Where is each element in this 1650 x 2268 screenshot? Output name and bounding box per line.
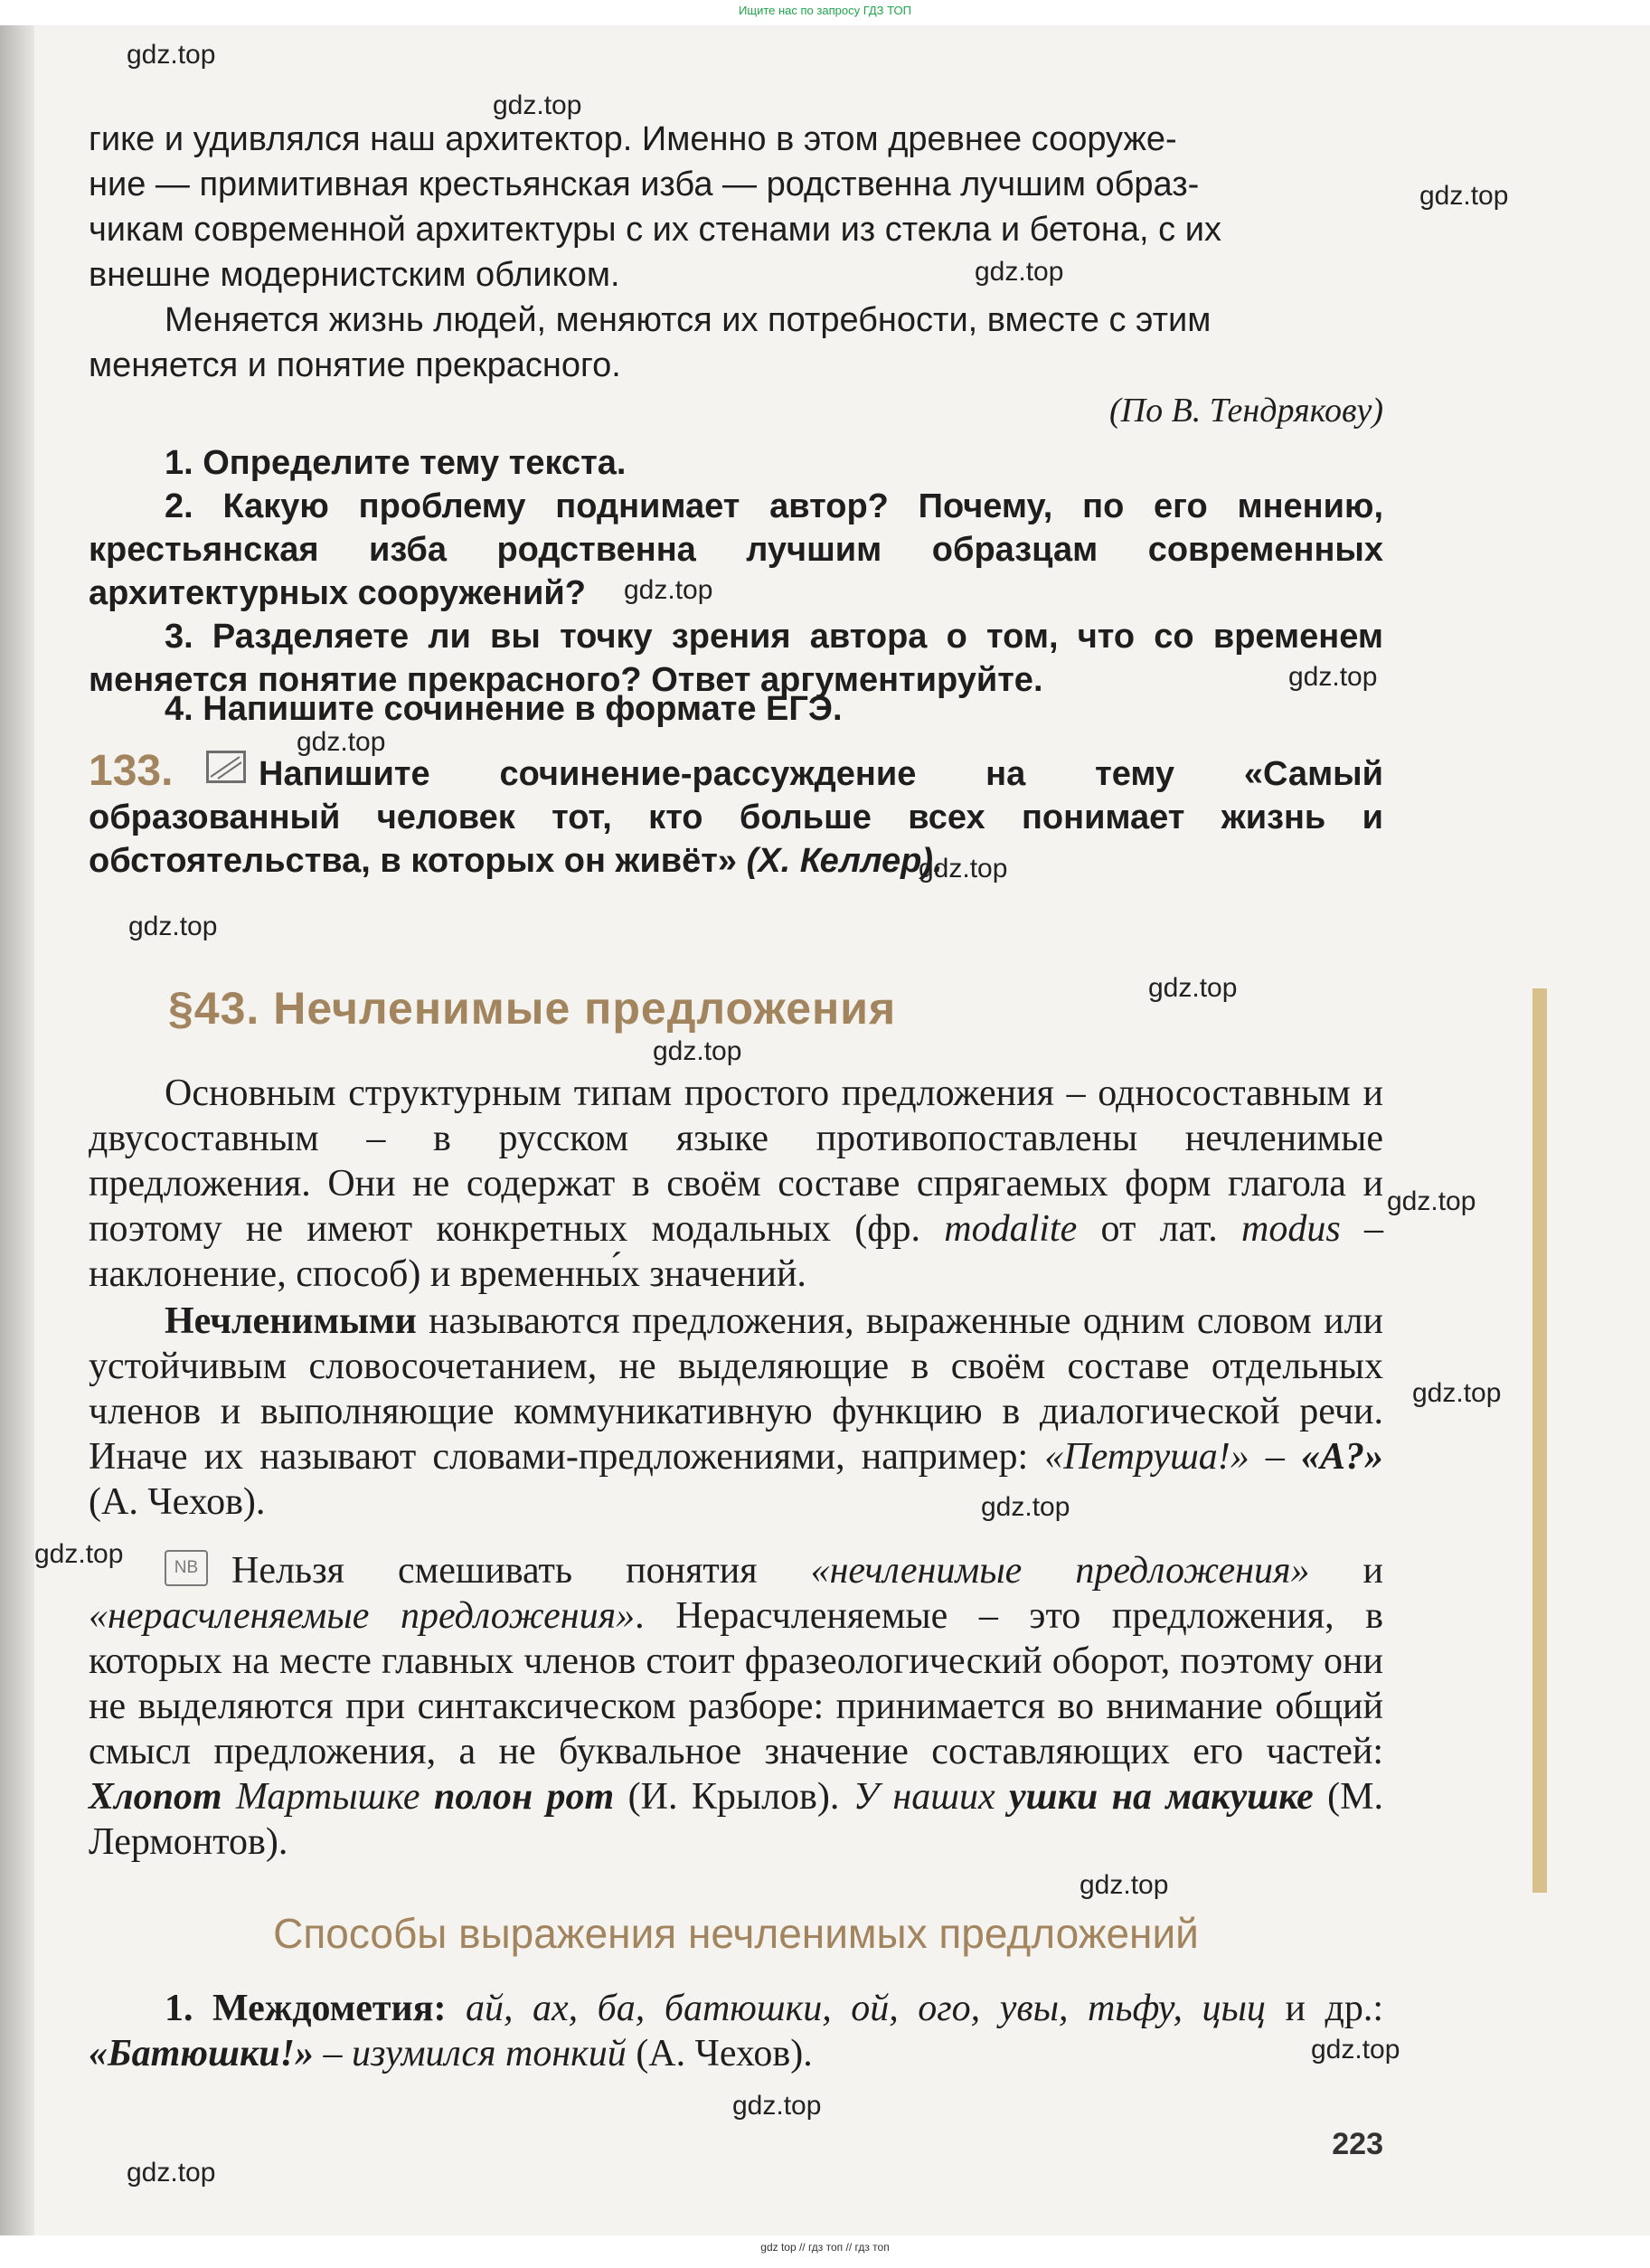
passage-line: внешне модернистским обликом. xyxy=(89,256,620,294)
text-run: называются предложения, выраженные одним словом или устойчивым словосочетанием, не выделяющие в своём составе отдельных членов и выполняющие коммуникативную функцию в диалогической речи. Иначе их называют словами-предложениями, например: xyxy=(89,1300,1383,1478)
text-run: Нельзя смешивать понятия xyxy=(231,1550,811,1592)
text-run: и др.: xyxy=(1265,1988,1384,2029)
question-2: 2. Какую проблему поднимает автор? Почему, по его мнению, крестьянская изба родственна лучшим образцам современных архитектурных сооружений? xyxy=(89,487,1383,612)
watermark: gdz.top xyxy=(1148,973,1238,1003)
example-source: (И. Крылов). xyxy=(614,1776,853,1818)
watermark: gdz.top xyxy=(1387,1186,1476,1216)
watermark: gdz.top xyxy=(653,1036,742,1066)
term-italic: modus xyxy=(1241,1208,1341,1250)
example-source: (А. Чехов). xyxy=(626,2033,813,2074)
footer-note: gdz top // гдз топ // гдз топ xyxy=(760,2241,890,2254)
page-number: 223 xyxy=(1332,2127,1383,2161)
watermark: gdz.top xyxy=(493,90,582,120)
example: – изумился тонкий xyxy=(314,2033,627,2074)
watermark: gdz.top xyxy=(732,2091,822,2121)
question-1: 1. Определите тему текста. xyxy=(165,444,627,482)
watermark: gdz.top xyxy=(34,1539,124,1569)
text-run: – наклонение, способ) и временны́х значений. xyxy=(89,1208,1383,1295)
header-note: Ищите нас по запросу ГДЗ ТОП xyxy=(739,4,911,17)
watermark: gdz.top xyxy=(1288,662,1378,692)
watermark: gdz.top xyxy=(981,1492,1070,1522)
watermark: gdz.top xyxy=(1080,1870,1169,1900)
text-run: Основным структурным типам простого предложения – односоставным и двусоставным – в русском языке противопоставлены нечленимые предложения. Они не содержат в своём составе спрягаемых форм глагола и поэтому не имеют конкретных модальных (фр. xyxy=(89,1073,1383,1250)
task-number: 133. xyxy=(89,747,174,795)
question-4: 4. Напишите сочинение в формате ЕГЭ. xyxy=(165,690,843,728)
example-bold: «Батюшки!» xyxy=(89,2033,314,2074)
passage-line: Меняется жизнь людей, меняются их потребности, вместе с этим xyxy=(165,301,1212,339)
nb-icon: NB xyxy=(165,1550,208,1586)
passage-line: ние — примитивная крестьянская изба — родственна лучшим образ- xyxy=(89,165,1200,203)
text-run: . Нерасчленяемые – это предложения, в которых на месте главных членов стоит фразеологический оборот, поэтому они не выделяются при синтаксическом разборе: принимается во внимание общий смысл предложения, а не буквальное значение составляющих его частей: xyxy=(89,1595,1383,1772)
example-bold: полон рот xyxy=(433,1776,615,1818)
task-text xyxy=(89,752,1383,883)
watermark: gdz.top xyxy=(297,727,386,757)
watermark: gdz.top xyxy=(127,40,216,70)
watermark: gdz.top xyxy=(128,912,218,941)
example: Мартышке xyxy=(222,1776,434,1818)
watermark: gdz.top xyxy=(624,575,713,605)
task-prompt: Напишите сочинение-рассуждение на тему «Самый образованный человек тот, кто больше всех понимает жизнь и обстоятельства, в которых он живёт» xyxy=(89,755,1383,880)
text-run: и xyxy=(1309,1550,1383,1592)
item-label: 1. Междометия: xyxy=(165,1988,447,2029)
watermark: gdz.top xyxy=(127,2158,216,2188)
term-italic: modalite xyxy=(944,1208,1078,1250)
page-gutter-shadow xyxy=(0,25,34,2235)
watermark: gdz.top xyxy=(1311,2035,1400,2065)
watermark: gdz.top xyxy=(919,854,1008,884)
example-source: (А. Чехов). xyxy=(89,1481,266,1523)
text-run: – xyxy=(1249,1436,1301,1478)
example-bold: Хлопот xyxy=(89,1776,222,1818)
subsection-title: Способы выражения нечленимых предложений xyxy=(273,1910,1199,1957)
question-3: 3. Разделяете ли вы точку зрения автора о том, что со временем меняется понятие прекрасного? Ответ аргументируйте. xyxy=(89,618,1383,699)
task-author: (Х. Келлер). xyxy=(746,842,943,880)
text-run: от лат. xyxy=(1077,1208,1242,1250)
example: У наших xyxy=(853,1776,1010,1818)
paragraph-1 xyxy=(89,1071,1383,1297)
paragraph-nb xyxy=(89,1548,1383,1865)
examples-list: ай, ах, ба, батюшки, ой, ого, увы, тьфу, цыц xyxy=(446,1988,1266,2029)
section-title: §43. Нечленимые предложения xyxy=(168,983,897,1034)
watermark: gdz.top xyxy=(1412,1378,1502,1408)
example: «А?» xyxy=(1301,1436,1384,1478)
watermark: gdz.top xyxy=(1419,181,1509,211)
watermark: gdz.top xyxy=(975,257,1064,287)
passage-line: гике и удивлялся наш архитектор. Именно в этом древнее сооруже- xyxy=(89,120,1177,158)
section-margin-bar xyxy=(1532,988,1547,1893)
list-item-1 xyxy=(89,1986,1383,2076)
term-italic: «нерасчленяемые предложения» xyxy=(89,1595,636,1637)
example-bold: ушки на макушке xyxy=(1009,1776,1314,1818)
example-source: (М. Лермонтов). xyxy=(89,1776,1384,1863)
example: «Петруша!» xyxy=(1044,1436,1249,1478)
definition-term: Нечленимыми xyxy=(165,1300,417,1342)
passage-attribution: (По В. Тендрякову) xyxy=(1108,392,1383,430)
term-italic: «нечленимые предложения» xyxy=(810,1550,1310,1592)
paragraph-2 xyxy=(89,1299,1383,1525)
passage-line: чикам современной архитектуры с их стенами из стекла и бетона, с их xyxy=(89,211,1221,249)
passage-line: меняется и понятие прекрасного. xyxy=(89,346,621,384)
